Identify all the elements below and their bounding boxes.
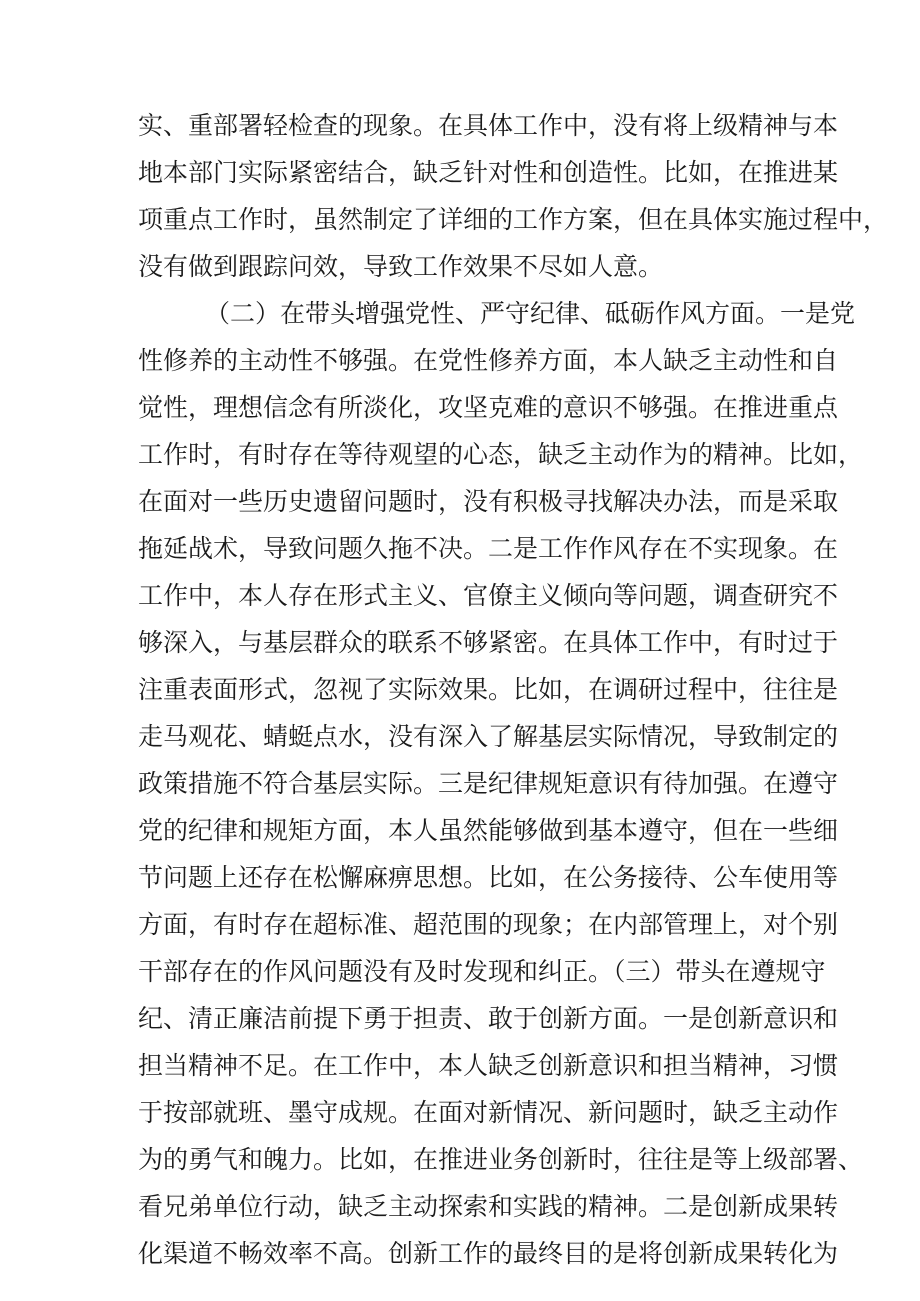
text-line: 在面对一些历史遗留问题时，没有积极寻找解决办法，而是采取 [138, 487, 839, 516]
text-line: 化渠道不畅效率不高。创新工作的最终目的是将创新成果转化为 [138, 1239, 839, 1268]
text-line-paragraph-start: （二）在带头增强党性、严守纪律、砥砺作风方面。一是党 [205, 299, 856, 328]
text-line: 看兄弟单位行动，缺乏主动探索和实践的精神。二是创新成果转 [138, 1192, 839, 1221]
text-line: 干部存在的作风问题没有及时发现和纠正。（三）带头在遵规守 [138, 957, 826, 986]
text-line: 实、重部署轻检查的现象。在具体工作中，没有将上级精神与本 [138, 111, 839, 140]
text-line: 性修养的主动性不够强。在党性修养方面，本人缺乏主动性和自 [138, 346, 839, 375]
text-line: 工作中，本人存在形式主义、官僚主义倾向等问题，调查研究不 [138, 581, 839, 610]
text-line: 地本部门实际紧密结合，缺乏针对性和创造性。比如，在推进某 [138, 158, 839, 187]
text-line: 够深入，与基层群众的联系不够紧密。在具体工作中，有时过于 [138, 628, 839, 657]
text-line: 纪、清正廉洁前提下勇于担责、敢于创新方面。一是创新意识和 [138, 1004, 839, 1033]
text-line: 工作时，有时存在等待观望的心态，缺乏主动作为的精神。比如， [138, 440, 864, 469]
text-line: 走马观花、蜻蜓点水，没有深入了解基层实际情况，导致制定的 [138, 722, 839, 751]
text-line: 拖延战术，导致问题久拖不决。二是工作作风存在不实现象。在 [138, 534, 839, 563]
text-line: 觉性，理想信念有所淡化，攻坚克难的意识不够强。在推进重点 [138, 393, 839, 422]
text-line: 项重点工作时，虽然制定了详细的工作方案，但在具体实施过程中， [138, 205, 889, 234]
text-line: 于按部就班、墨守成规。在面对新情况、新问题时，缺乏主动作 [138, 1098, 839, 1127]
text-line: 党的纪律和规矩方面，本人虽然能够做到基本遵守，但在一些细 [138, 816, 839, 845]
text-line: 方面，有时存在超标准、超范围的现象；在内部管理上，对个别 [138, 910, 839, 939]
text-line: 担当精神不足。在工作中，本人缺乏创新意识和担当精神，习惯 [138, 1051, 839, 1080]
text-line: 政策措施不符合基层实际。三是纪律规矩意识有待加强。在遵守 [138, 769, 839, 798]
text-line: 没有做到跟踪问效，导致工作效果不尽如人意。 [138, 252, 664, 281]
text-line: 节问题上还存在松懈麻痹思想。比如，在公务接待、公车使用等 [138, 863, 839, 892]
text-line: 为的勇气和魄力。比如，在推进业务创新时，往往是等上级部署、 [138, 1145, 864, 1174]
text-line: 注重表面形式，忽视了实际效果。比如，在调研过程中，往往是 [138, 675, 839, 704]
